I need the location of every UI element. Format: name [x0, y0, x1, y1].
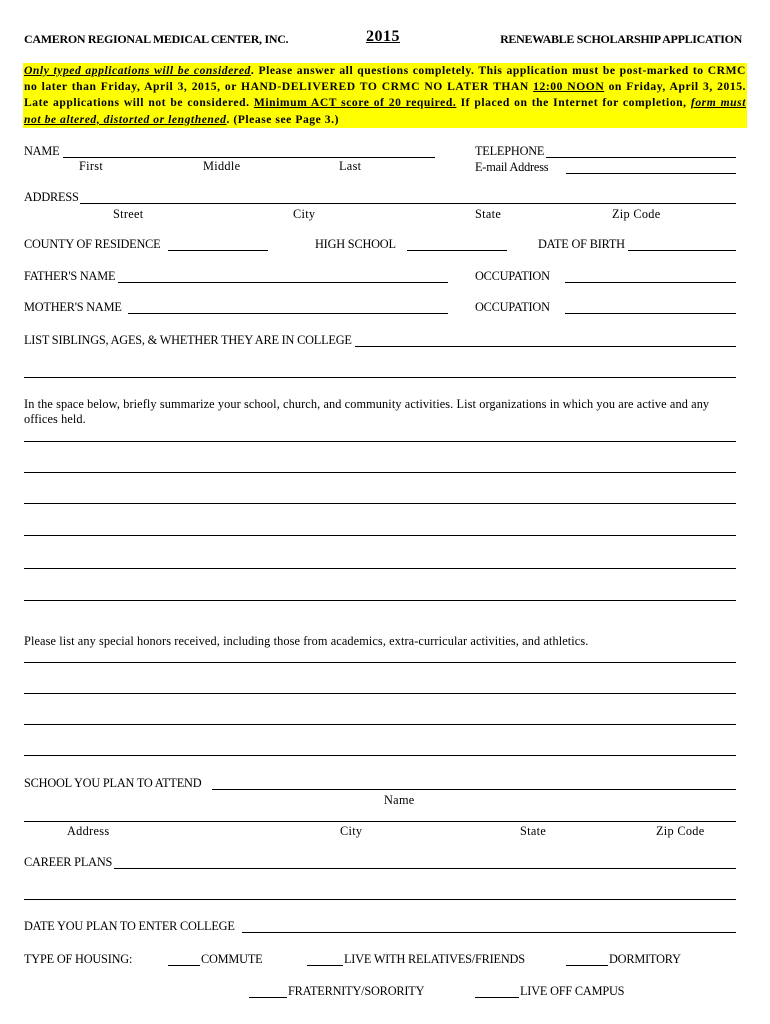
email-label: E-mail Address — [475, 160, 549, 174]
activities-prompt: In the space below, briefly summarize your school, church, and community activities. List organizations in which you are active and any offices held. — [24, 397, 710, 426]
notice-see-page: . (Please see Page 3.) — [226, 112, 339, 126]
activities-line-2[interactable] — [24, 472, 736, 473]
zip-caption: Zip Code — [612, 207, 661, 221]
state-caption: State — [475, 207, 502, 221]
city-caption: City — [293, 207, 316, 221]
college-date-field[interactable] — [242, 932, 736, 933]
telephone-field[interactable] — [546, 157, 736, 158]
first-name-caption: First — [79, 159, 104, 173]
father-occupation-label: OCCUPATION — [475, 269, 550, 283]
year: 2015 — [366, 28, 400, 45]
mother-occupation-label: OCCUPATION — [475, 300, 550, 314]
siblings-field-line-2[interactable] — [24, 377, 736, 378]
off-campus-blank[interactable] — [475, 997, 519, 998]
application-title: RENEWABLE SCHOLARSHIP APPLICATION — [500, 32, 742, 46]
siblings-label: LIST SIBLINGS, AGES, & WHETHER THEY ARE IN COLLEGE — [24, 333, 352, 347]
siblings-field[interactable] — [355, 346, 736, 347]
career-plans-label: CAREER PLANS — [24, 855, 113, 869]
high-school-field[interactable] — [407, 250, 507, 251]
school-address-field[interactable] — [24, 821, 736, 822]
name-field[interactable] — [63, 157, 435, 158]
commute-blank[interactable] — [168, 965, 200, 966]
street-caption: Street — [113, 207, 144, 221]
email-field[interactable] — [566, 173, 736, 174]
high-school-label: HIGH SCHOOL — [315, 237, 396, 251]
dob-label: DATE OF BIRTH — [538, 237, 625, 251]
organization-name: CAMERON REGIONAL MEDICAL CENTER, INC. — [24, 32, 289, 46]
notice-deadline: . Please answer all questions completely. This application must be post-marked to CRMC no later than Friday, April 3, 2015, or HAND-DELIVERED TO CRMC NO LATER THAN — [24, 64, 746, 94]
address-label: ADDRESS — [24, 190, 79, 204]
career-plans-line-2[interactable] — [24, 899, 736, 900]
notice-not-altered: form must not be altered, distorted or lengthened — [24, 96, 746, 126]
mother-name-field[interactable] — [128, 313, 448, 314]
notice-typed-only: Only typed applications will be considered — [24, 64, 251, 77]
fraternity-blank[interactable] — [249, 997, 287, 998]
school-name-field[interactable] — [212, 789, 736, 790]
activities-line-1[interactable] — [24, 441, 736, 442]
relatives-blank[interactable] — [307, 965, 343, 966]
college-date-label: DATE YOU PLAN TO ENTER COLLEGE — [24, 919, 235, 933]
honors-prompt: Please list any special honors received, including those from academics, extra-curricular activities, and athletics. — [24, 634, 589, 648]
activities-line-4[interactable] — [24, 535, 736, 536]
dormitory-option: DORMITORY — [609, 952, 681, 966]
career-plans-field[interactable] — [114, 868, 736, 869]
notice-noon: 12:00 NOON — [533, 80, 605, 94]
father-name-field[interactable] — [118, 282, 448, 283]
last-name-caption: Last — [339, 159, 362, 173]
school-name-caption: Name — [384, 793, 415, 807]
father-occupation-field[interactable] — [565, 282, 736, 283]
housing-label: TYPE OF HOUSING: — [24, 952, 133, 966]
activities-line-5[interactable] — [24, 568, 736, 569]
notice-late: on Friday, April 3, 2015. Late applications will not be considered. — [24, 80, 746, 110]
school-zip-caption: Zip Code — [656, 824, 705, 838]
honors-line-1[interactable] — [24, 662, 736, 663]
mother-occupation-field[interactable] — [565, 313, 736, 314]
dob-field[interactable] — [628, 250, 736, 251]
honors-line-3[interactable] — [24, 724, 736, 725]
header — [24, 30, 742, 50]
instructions-notice — [23, 63, 747, 128]
name-label: NAME — [24, 144, 60, 158]
school-plan-label: SCHOOL YOU PLAN TO ATTEND — [24, 776, 202, 790]
activities-line-3[interactable] — [24, 503, 736, 504]
fraternity-option: FRATERNITY/SORORITY — [288, 984, 425, 998]
mother-name-label: MOTHER'S NAME — [24, 300, 122, 314]
notice-internet: If placed on the Internet for completion, — [456, 96, 691, 110]
county-field[interactable] — [168, 250, 268, 251]
address-field[interactable] — [80, 203, 736, 204]
commute-option: COMMUTE — [201, 952, 263, 966]
honors-line-2[interactable] — [24, 693, 736, 694]
off-campus-option: LIVE OFF CAMPUS — [520, 984, 625, 998]
telephone-label: TELEPHONE — [475, 144, 545, 158]
dormitory-blank[interactable] — [566, 965, 608, 966]
activities-line-6[interactable] — [24, 600, 736, 601]
school-state-caption: State — [520, 824, 547, 838]
honors-line-4[interactable] — [24, 755, 736, 756]
school-city-caption: City — [340, 824, 363, 838]
notice-act-score: Minimum ACT score of 20 required. — [253, 96, 457, 110]
middle-name-caption: Middle — [203, 159, 241, 173]
father-name-label: FATHER'S NAME — [24, 269, 116, 283]
school-address-caption: Address — [67, 824, 110, 838]
relatives-option: LIVE WITH RELATIVES/FRIENDS — [344, 952, 525, 966]
county-label: COUNTY OF RESIDENCE — [24, 237, 161, 251]
